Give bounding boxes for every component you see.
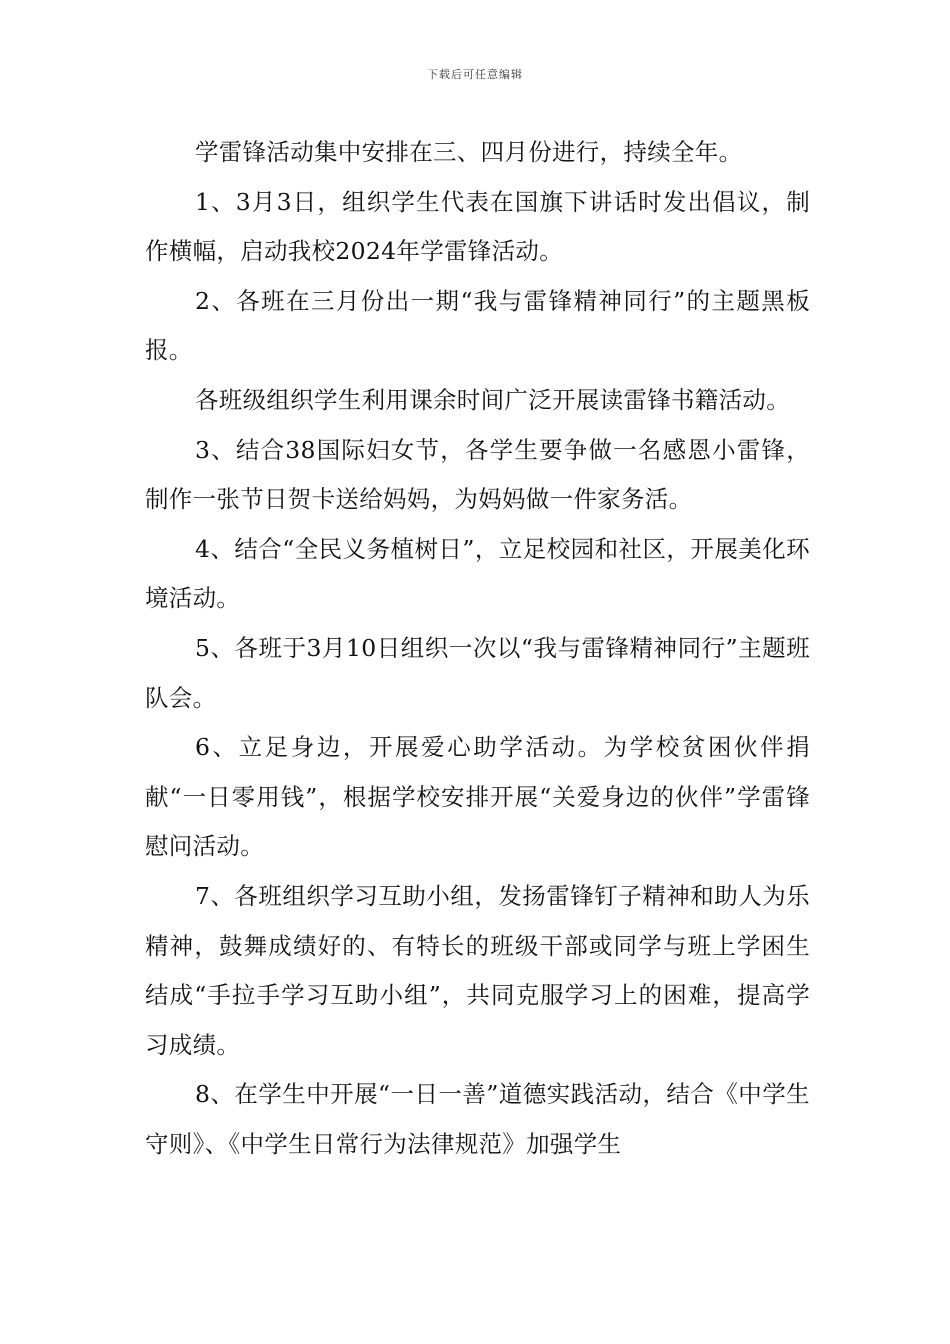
document-body: [145, 128, 810, 1169]
paragraph: 8、在学生中开展“一日一善”道德实践活动，结合《中学生守则》、《中学生日常行为法律规范》加强学生: [145, 1080, 810, 1158]
paragraph: 4、结合“全民义务植树日”，立足校园和社区，开展美化环境活动。: [145, 534, 810, 613]
paragraph: 1、3月3日，组织学生代表在国旗下讲话时发出倡议，制作横幅，启动我校2024年学雷锋活动。: [145, 187, 810, 266]
paragraph: 2、各班在三月份出一期“我与雷锋精神同行”的主题黑板报。: [145, 286, 810, 365]
paragraph: 6、立足身边，开展爱心助学活动。为学校贫困伙伴捐献“一日零用钱”，根据学校安排开展“关爱身边的伙伴”学雷锋慰问活动。: [145, 733, 810, 861]
paragraph: 各班级组织学生利用课余时间广泛开展读雷锋书籍活动。: [195, 385, 790, 414]
header-note: 下载后可任意编辑: [427, 68, 523, 81]
paragraph: 7、各班组织学习互助小组，发扬雷锋钉子精神和助人为乐精神，鼓舞成绩好的、有特长的班级干部或同学与班上学困生结成“手拉手学习互助小组”，共同克服学习上的困难，提高学习成绩。: [145, 881, 810, 1059]
paragraph: 5、各班于3月10日组织一次以“我与雷锋精神同行”主题班队会。: [145, 633, 810, 712]
paragraph: 3、结合38国际妇女节，各学生要争做一名感恩小雷锋，制作一张节日贺卡送给妈妈，为妈妈做一件家务活。: [145, 435, 810, 514]
paragraph: 学雷锋活动集中安排在三、四月份进行，持续全年。: [195, 138, 743, 166]
